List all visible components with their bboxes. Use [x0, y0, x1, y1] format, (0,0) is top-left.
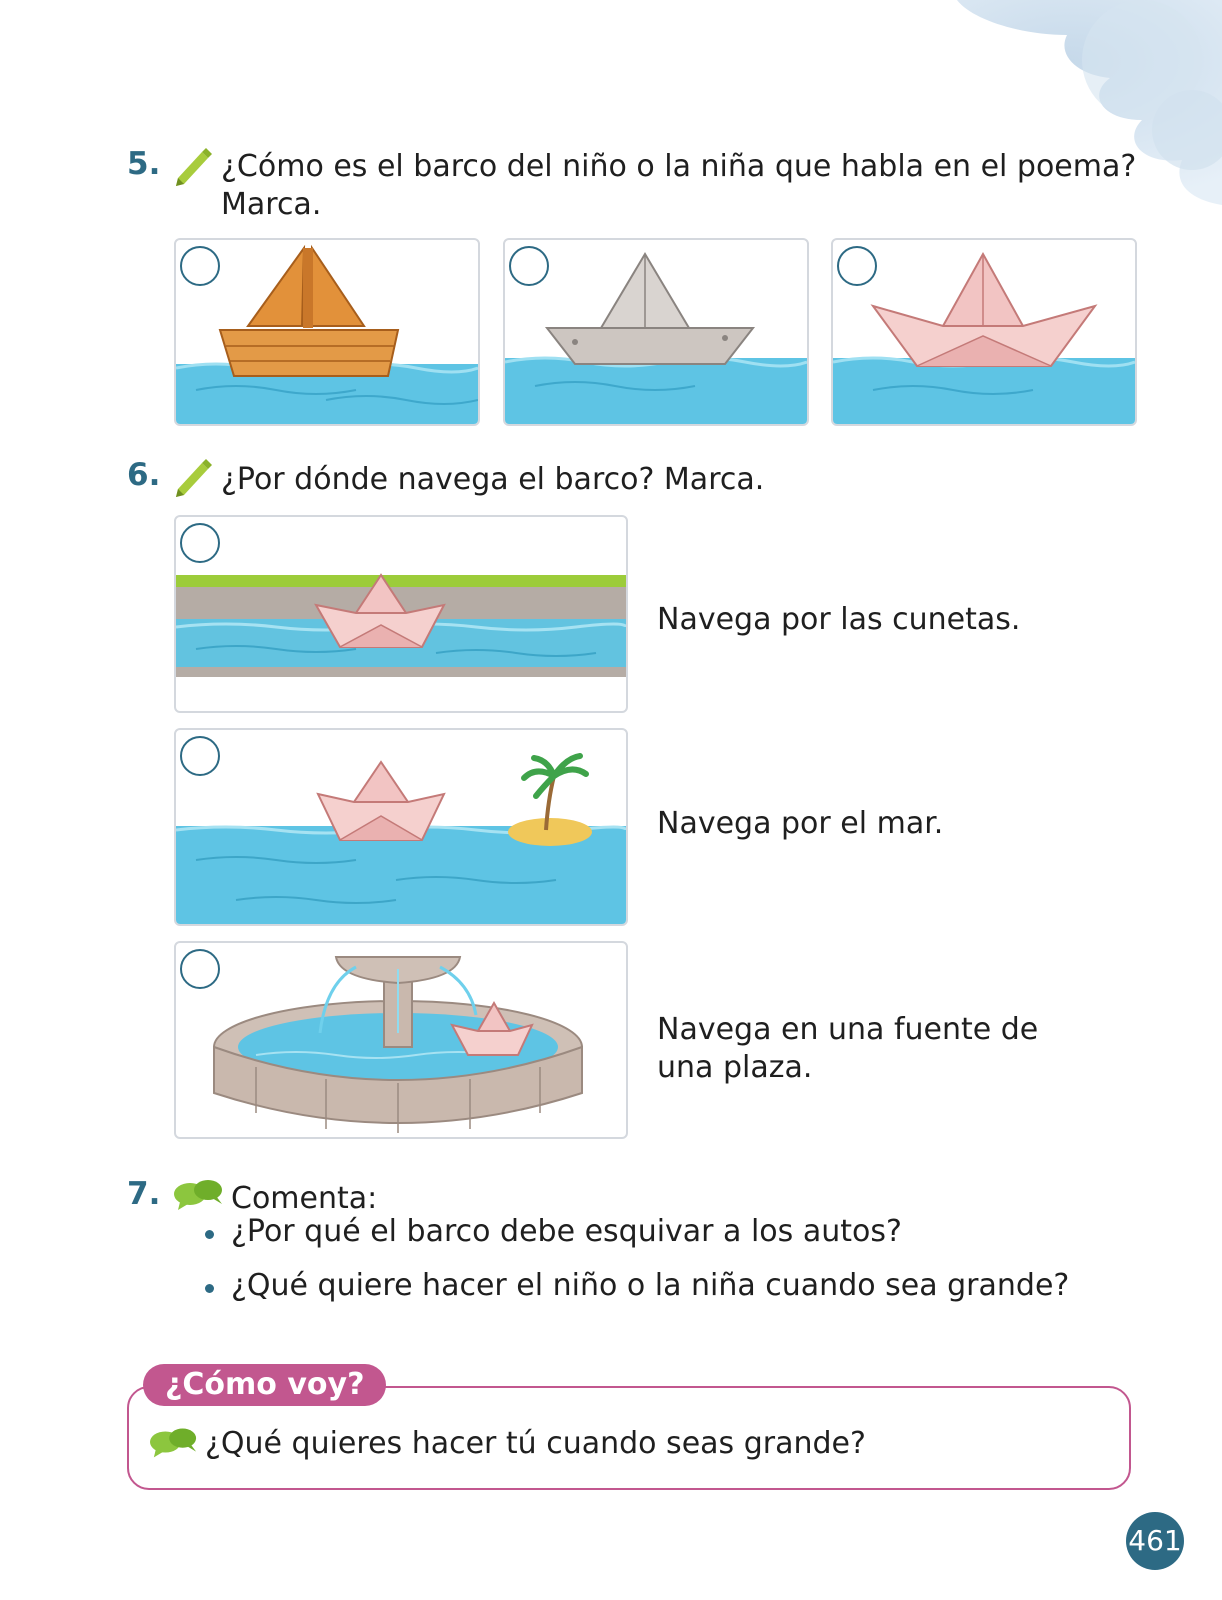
como-voy-tag: ¿Cómo voy?: [143, 1364, 386, 1406]
question-7-number: 7.: [127, 1176, 161, 1212]
metal-boat-illustration: [505, 240, 807, 424]
q5-option-2-radio[interactable]: [509, 246, 549, 286]
sea-illustration: [176, 730, 626, 924]
como-voy-question: ¿Qué quieres hacer tú cuando seas grande?: [205, 1426, 866, 1461]
question-7-text: Comenta:: [231, 1181, 378, 1216]
q6-option-sea[interactable]: [174, 728, 628, 926]
wooden-boat-illustration: [176, 240, 478, 424]
q5-option-paper-boat[interactable]: [831, 238, 1137, 426]
q6-option-3-label-line2: una plaza.: [657, 1050, 813, 1085]
question-6-number: 6.: [127, 457, 161, 493]
q5-option-3-radio[interactable]: [837, 246, 877, 286]
question-6-text: ¿Por dónde navega el barco? Marca.: [221, 462, 765, 497]
q6-option-1-label: Navega por las cunetas.: [657, 602, 1021, 637]
gutter-illustration: [176, 517, 626, 711]
question-5-text-line2: Marca.: [221, 187, 322, 222]
q6-option-2-label: Navega por el mar.: [657, 806, 944, 841]
speech-bubbles-icon: [150, 1426, 198, 1458]
q5-option-metal-boat[interactable]: [503, 238, 809, 426]
q6-option-3-radio[interactable]: [180, 949, 220, 989]
q5-option-wooden-boat[interactable]: [174, 238, 480, 426]
question-7-bullet-2: ¿Qué quiere hacer el niño o la niña cuando sea grande?: [205, 1259, 1069, 1313]
pencil-icon: [172, 144, 212, 186]
question-7-bullets: [205, 1205, 1069, 1313]
page-number: 461: [1126, 1512, 1184, 1570]
fountain-illustration: [176, 943, 626, 1137]
q6-option-fountain[interactable]: [174, 941, 628, 1139]
pencil-icon: [172, 455, 212, 497]
q6-option-1-radio[interactable]: [180, 523, 220, 563]
question-5-number: 5.: [127, 146, 161, 182]
question-7-bullet-1: ¿Por qué el barco debe esquivar a los autos?: [205, 1205, 1069, 1259]
q6-option-gutter[interactable]: [174, 515, 628, 713]
paper-boat-illustration: [833, 240, 1135, 424]
q6-option-2-radio[interactable]: [180, 736, 220, 776]
q5-option-1-radio[interactable]: [180, 246, 220, 286]
question-5-text-line1: ¿Cómo es el barco del niño o la niña que habla en el poema?: [221, 149, 1137, 184]
q6-option-3-label-line1: Navega en una fuente de: [657, 1012, 1039, 1047]
